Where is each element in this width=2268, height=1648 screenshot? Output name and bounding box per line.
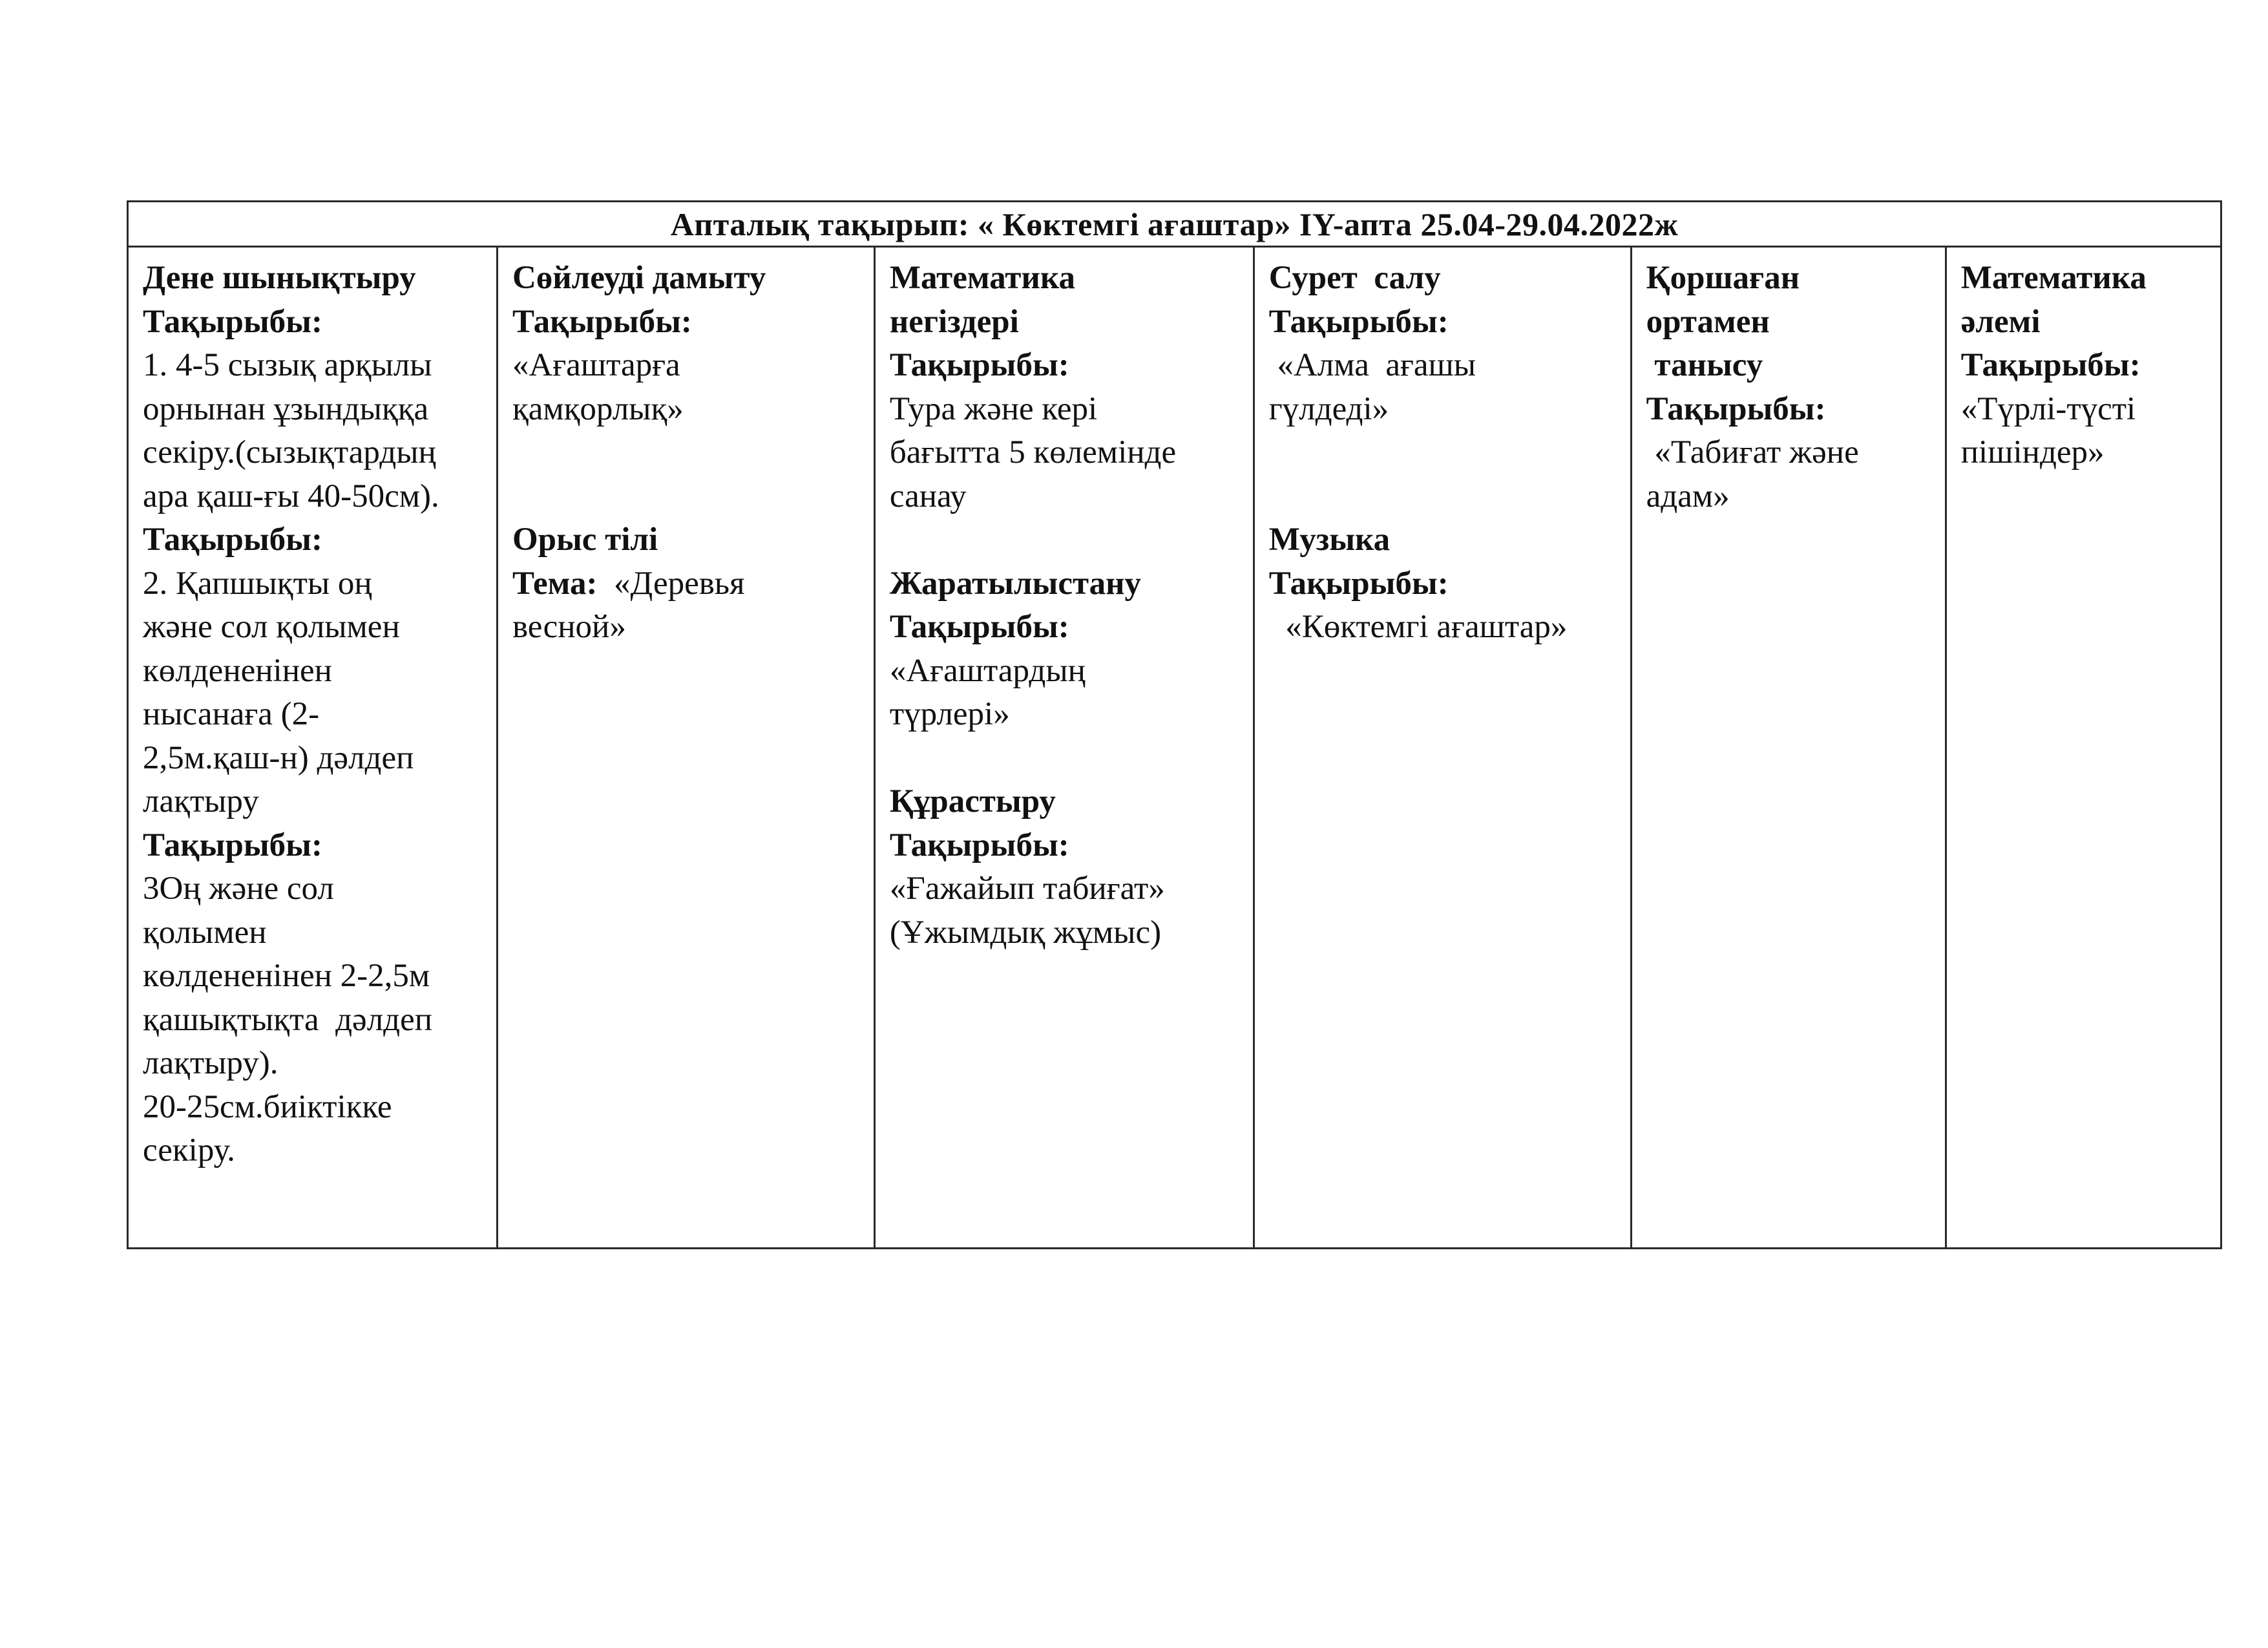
- weekly-theme-title: Апталық тақырып: « Көктемгі ағаштар» IY-апта 25.04-29.04.2022ж: [129, 202, 2220, 248]
- text-line: гүлдеді»: [1268, 390, 1389, 427]
- column-math-world: [1947, 248, 2220, 1247]
- text-line: «Ағаштарға: [512, 347, 680, 383]
- section-heading: Тақырыбы:: [889, 347, 1069, 383]
- section-heading: Дене шынықтыру: [143, 260, 416, 296]
- line-prefix: Тема:: [512, 565, 598, 602]
- section-heading: Тақырыбы:: [143, 827, 322, 863]
- section-heading: Сөйлеуді дамыту: [512, 260, 766, 296]
- section-heading: Тақырыбы:: [1960, 347, 2141, 383]
- section-heading: Жаратылыстану: [889, 565, 1142, 602]
- blank-line: [890, 737, 1244, 781]
- section-heading: Математика: [889, 260, 1075, 296]
- text-line: 1. 4-5 сызық арқылы: [143, 347, 432, 383]
- text-line: түрлері»: [889, 696, 1010, 732]
- section-heading: әлемі: [1960, 303, 2041, 340]
- section-heading: Құрастыру: [889, 783, 1056, 819]
- text-line: қолымен: [143, 914, 267, 951]
- line-rest: «Деревья: [597, 565, 745, 602]
- text-line: 2. Қапшықты оң: [143, 565, 372, 602]
- column-speech-development: [498, 248, 876, 1247]
- text-line: ара қаш-ғы 40-50см).: [143, 478, 439, 514]
- text-line: (Ұжымдық жұмыс): [889, 914, 1162, 951]
- section-heading: танысу: [1646, 347, 1763, 383]
- section-heading: Тақырыбы:: [889, 827, 1069, 863]
- section-heading: Тақырыбы:: [889, 609, 1069, 645]
- blank-line: [890, 518, 1244, 562]
- blank-line: [1269, 431, 1621, 475]
- text-line: «Көктемгі ағаштар»: [1268, 609, 1568, 645]
- section-heading: Тақырыбы:: [1268, 565, 1449, 602]
- text-line: қамқорлық»: [512, 390, 684, 427]
- weekly-plan-table: [127, 200, 2222, 1249]
- text-line: Тура және кері: [889, 390, 1098, 427]
- text-line: лақтыру).: [143, 1045, 278, 1081]
- text-line: «Ғажайып табиғат»: [889, 871, 1165, 907]
- section-heading: Қоршаған: [1646, 260, 1800, 296]
- section-heading: Математика: [1960, 260, 2147, 296]
- subject-columns: [129, 248, 2220, 1247]
- text-line: көлдененінен: [143, 652, 332, 689]
- column-mathematics-basics: [876, 248, 1255, 1247]
- text-line: 2,5м.қаш-н) дәлдеп: [143, 739, 414, 776]
- text-line: весной»: [512, 609, 626, 645]
- text-line: көлдененінен 2-2,5м: [143, 958, 430, 994]
- text-line: секіру.: [143, 1132, 235, 1168]
- text-line: лақтыру: [143, 783, 259, 819]
- column-environment: [1632, 248, 1947, 1247]
- text-line: қашықтықта дәлдеп: [143, 1001, 433, 1038]
- text-line: «Түрлі-түсті: [1960, 390, 2136, 427]
- text-line: және сол қолымен: [143, 609, 400, 645]
- text-line: 20-25см.биіктікке: [143, 1088, 392, 1125]
- text-line: адам»: [1646, 478, 1730, 514]
- section-heading: Орыс тілі: [512, 522, 658, 558]
- section-heading: Тақырыбы:: [143, 303, 322, 340]
- text-line: «Алма ағашы: [1268, 347, 1476, 383]
- section-heading: негіздері: [889, 303, 1019, 340]
- column-drawing-music: [1255, 248, 1632, 1247]
- text-line: 3Оң және сол: [143, 871, 334, 907]
- section-heading: Музыка: [1268, 522, 1391, 558]
- text-line: нысанаға (2-: [143, 696, 320, 732]
- text-line: орнынан ұзындыққа: [143, 390, 429, 427]
- section-heading: Тақырыбы:: [1646, 390, 1826, 427]
- text-line: [512, 562, 865, 606]
- section-heading: Сурет салу: [1268, 260, 1441, 296]
- section-heading: Тақырыбы:: [143, 522, 322, 558]
- blank-line: [1269, 475, 1621, 519]
- section-heading: ортамен: [1646, 303, 1770, 340]
- text-line: пішіндер»: [1960, 434, 2105, 470]
- blank-line: [512, 431, 865, 475]
- section-heading: Тақырыбы:: [512, 303, 692, 340]
- text-line: санау: [889, 478, 967, 514]
- text-line: бағытта 5 көлемінде: [889, 434, 1177, 470]
- blank-line: [512, 475, 865, 519]
- column-physical-education: [129, 248, 498, 1247]
- text-line: «Табиғат және: [1646, 434, 1859, 470]
- text-line: секіру.(сызықтардың: [143, 434, 436, 470]
- section-heading: Тақырыбы:: [1268, 303, 1449, 340]
- text-line: «Ағаштардың: [889, 652, 1086, 689]
